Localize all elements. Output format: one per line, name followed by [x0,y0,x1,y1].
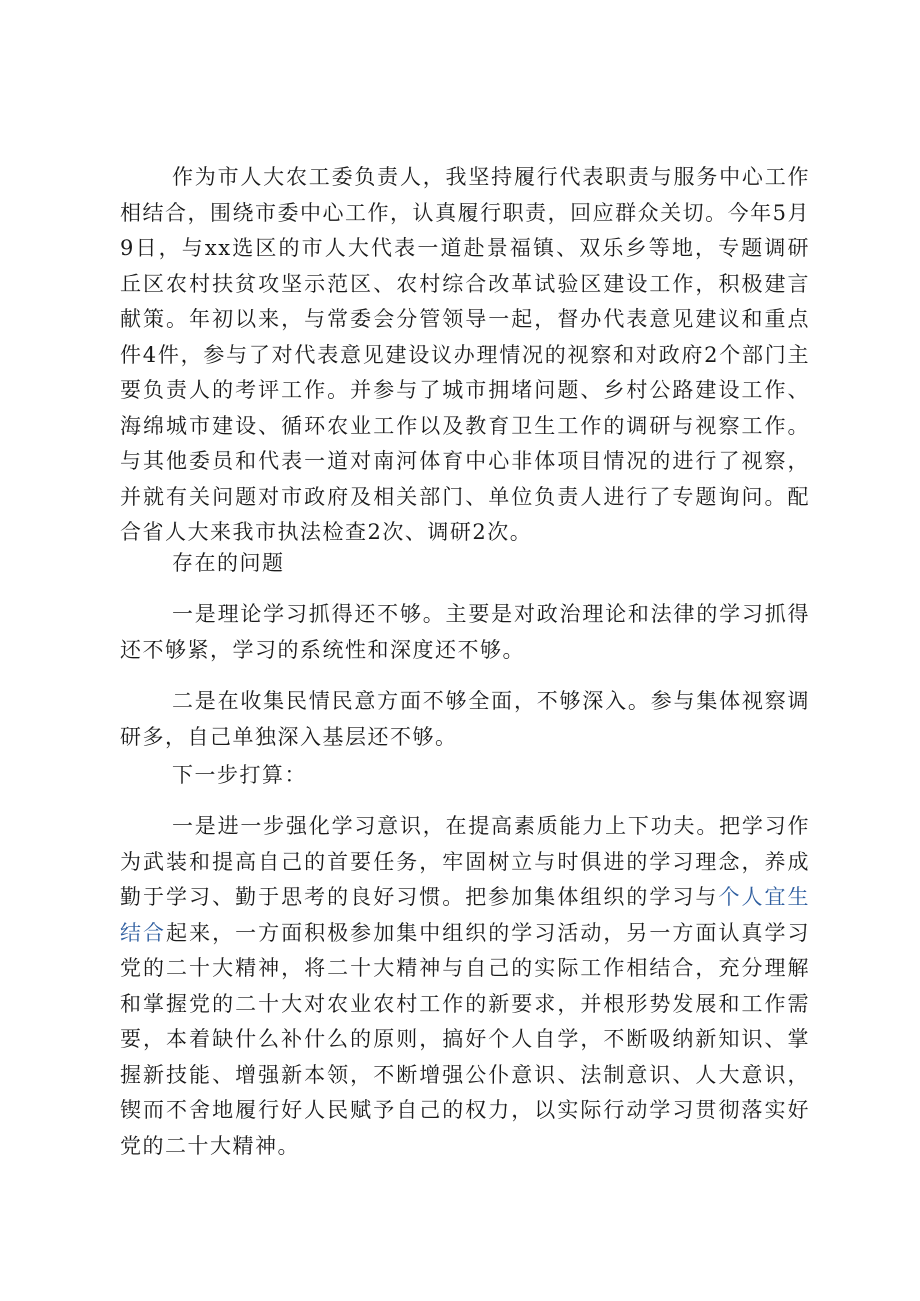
plan-1-text-start: 一是进一步强化学习意识，在提高素质能力上下功夫。把学习作为武装和提高自己的首要任务，牢固树立与时俱进的学习理念，养成勤于学习、勤于思考的良好习惯。把参加集体组织的学习与 [120,814,810,909]
plan-heading: 下一步打算： [172,763,307,787]
problems-heading: 存在的问题 [172,551,285,575]
intro-paragraph: 作为市人大农工委负责人，我坚持履行代表职责与服务中心工作相结合，围绕市委中心工作，认真履行职责，回应群众关切。今年5月9日，与xx选区的市人大代表一道赴景福镇、双乐乡等地，专题调研丘区农村扶贫攻坚示范区、农村综合改革试验区建设工作，积极建言献策。年初以来，与常委会分管领导一起，督办代表意见建议和重点件4件，参与了对代表意见建设议办理情况的视察和对政府2个部门主要负责人的考评工作。并参与了城市拥堵问题、乡村公路建设工作、海绵城市建设、循环农业工作以及教育卫生工作的调研与视察工作。与其他委员和代表一道对南河体育中心非体项目情况的进行了视察，并就有关问题对市政府及相关部门、单位负责人进行了专题询问。配合省人大来我市执法检查2次、调研2次。 [120,165,810,544]
plan-1-paragraph [120,809,810,1164]
plan-1-text-end: 起来，一方面积极参加集中组织的学习活动，另一方面认真学习党的二十大精神，将二十大精神与自己的实际工作相结合，充分理解和掌握党的二十大对农业农村工作的新要求，并根形势发展和工作需要，本着缺什么补什么的原则，搞好个人自学，不断吸纳新知识、掌握新技能、增强新本领，不断增强公仆意识、法制意识、人大意识，锲而不舍地履行好人民赋予自己的权力，以实际行动学习贯彻落实好党的二十大精神。 [120,920,811,1158]
problem-1-paragraph: 一是理论学习抓得还不够。主要是对政治理论和法律的学习抓得还不够紧，学习的系统性和深度还不够。 [120,602,810,662]
problem-2-paragraph: 二是在收集民情民意方面不够全面，不够深入。参与集体视察调研多，自己单独深入基层还不够。 [120,689,810,749]
personal-study-link[interactable]: 个人宜生结合 [120,885,811,945]
